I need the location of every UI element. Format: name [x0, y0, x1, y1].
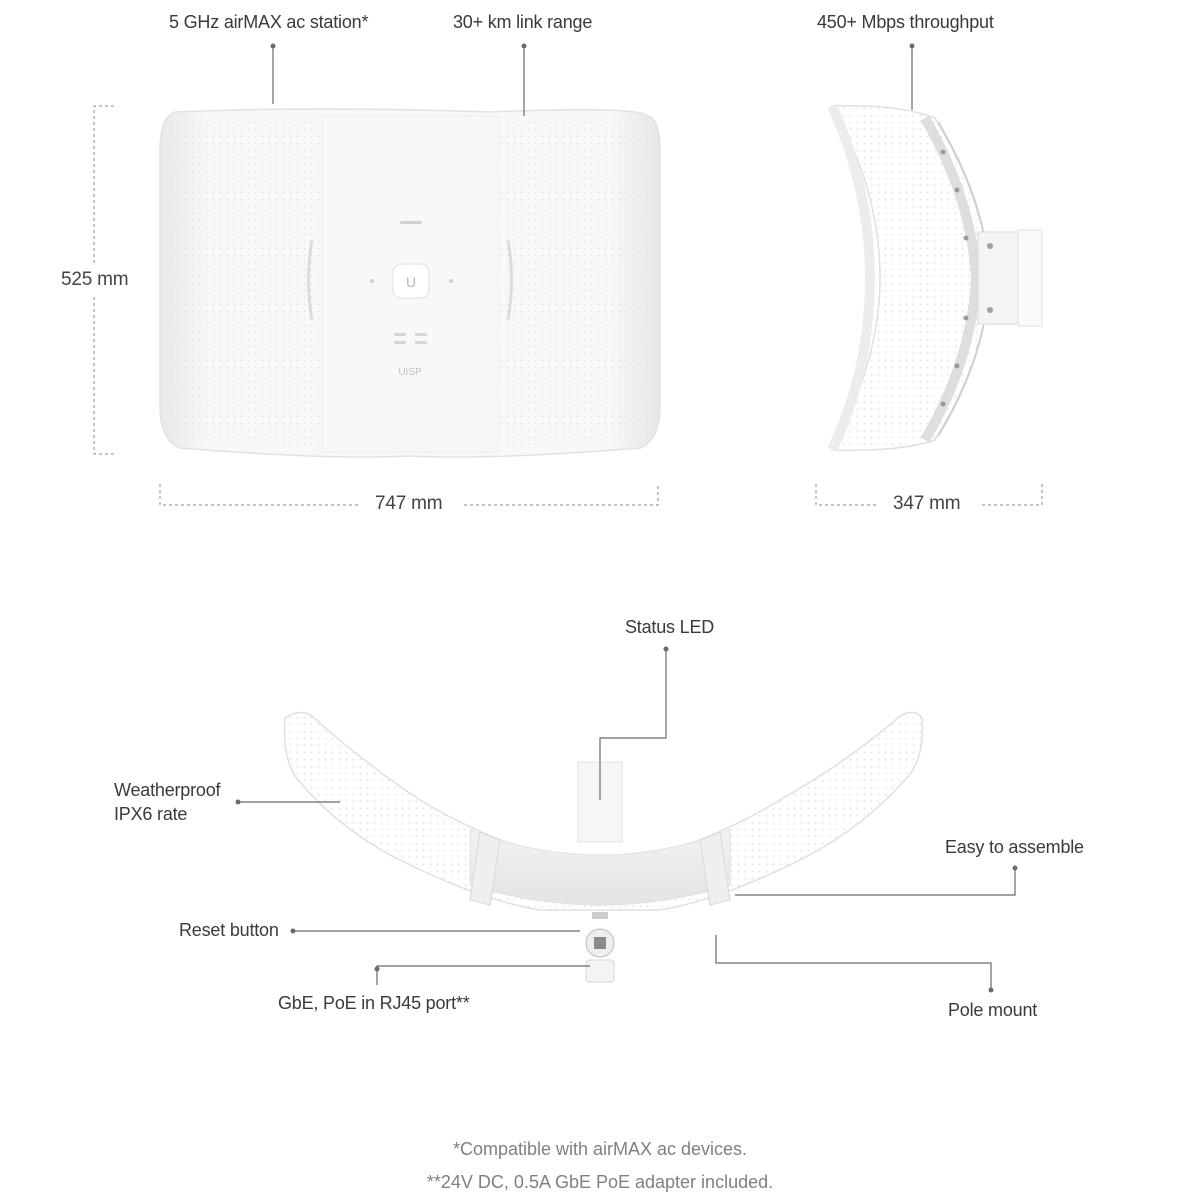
device-badge: U	[405, 274, 417, 290]
side-view-dish	[832, 106, 1042, 451]
throughput-label: 450+ Mbps throughput	[817, 12, 994, 32]
pole-mount-label: Pole mount	[948, 1000, 1038, 1020]
footnote-compatibility: *Compatible with airMAX ac devices.	[452, 1139, 748, 1159]
weatherproof-label-line2: IPX6 rate	[114, 804, 188, 824]
station-label: 5 GHz airMAX ac station*	[169, 12, 369, 32]
easy-assemble-label: Easy to assemble	[945, 837, 1084, 857]
footnote-poe-adapter: **24V DC, 0.5A GbE PoE adapter included.	[426, 1172, 774, 1192]
range-label: 30+ km link range	[453, 12, 593, 32]
gbe-port-label: GbE, PoE in RJ45 port**	[278, 993, 470, 1013]
uisp-logo: UISP	[398, 367, 422, 378]
top-view-dish	[285, 712, 923, 982]
width-dimension: 747 mm	[375, 493, 443, 514]
height-dimension: 525 mm	[61, 269, 129, 290]
front-view-dish	[160, 109, 660, 457]
weatherproof-label-line1: Weatherproof	[114, 780, 221, 800]
status-led-label: Status LED	[625, 617, 715, 637]
reset-button-label: Reset button	[179, 920, 279, 940]
depth-dimension: 347 mm	[893, 493, 961, 514]
